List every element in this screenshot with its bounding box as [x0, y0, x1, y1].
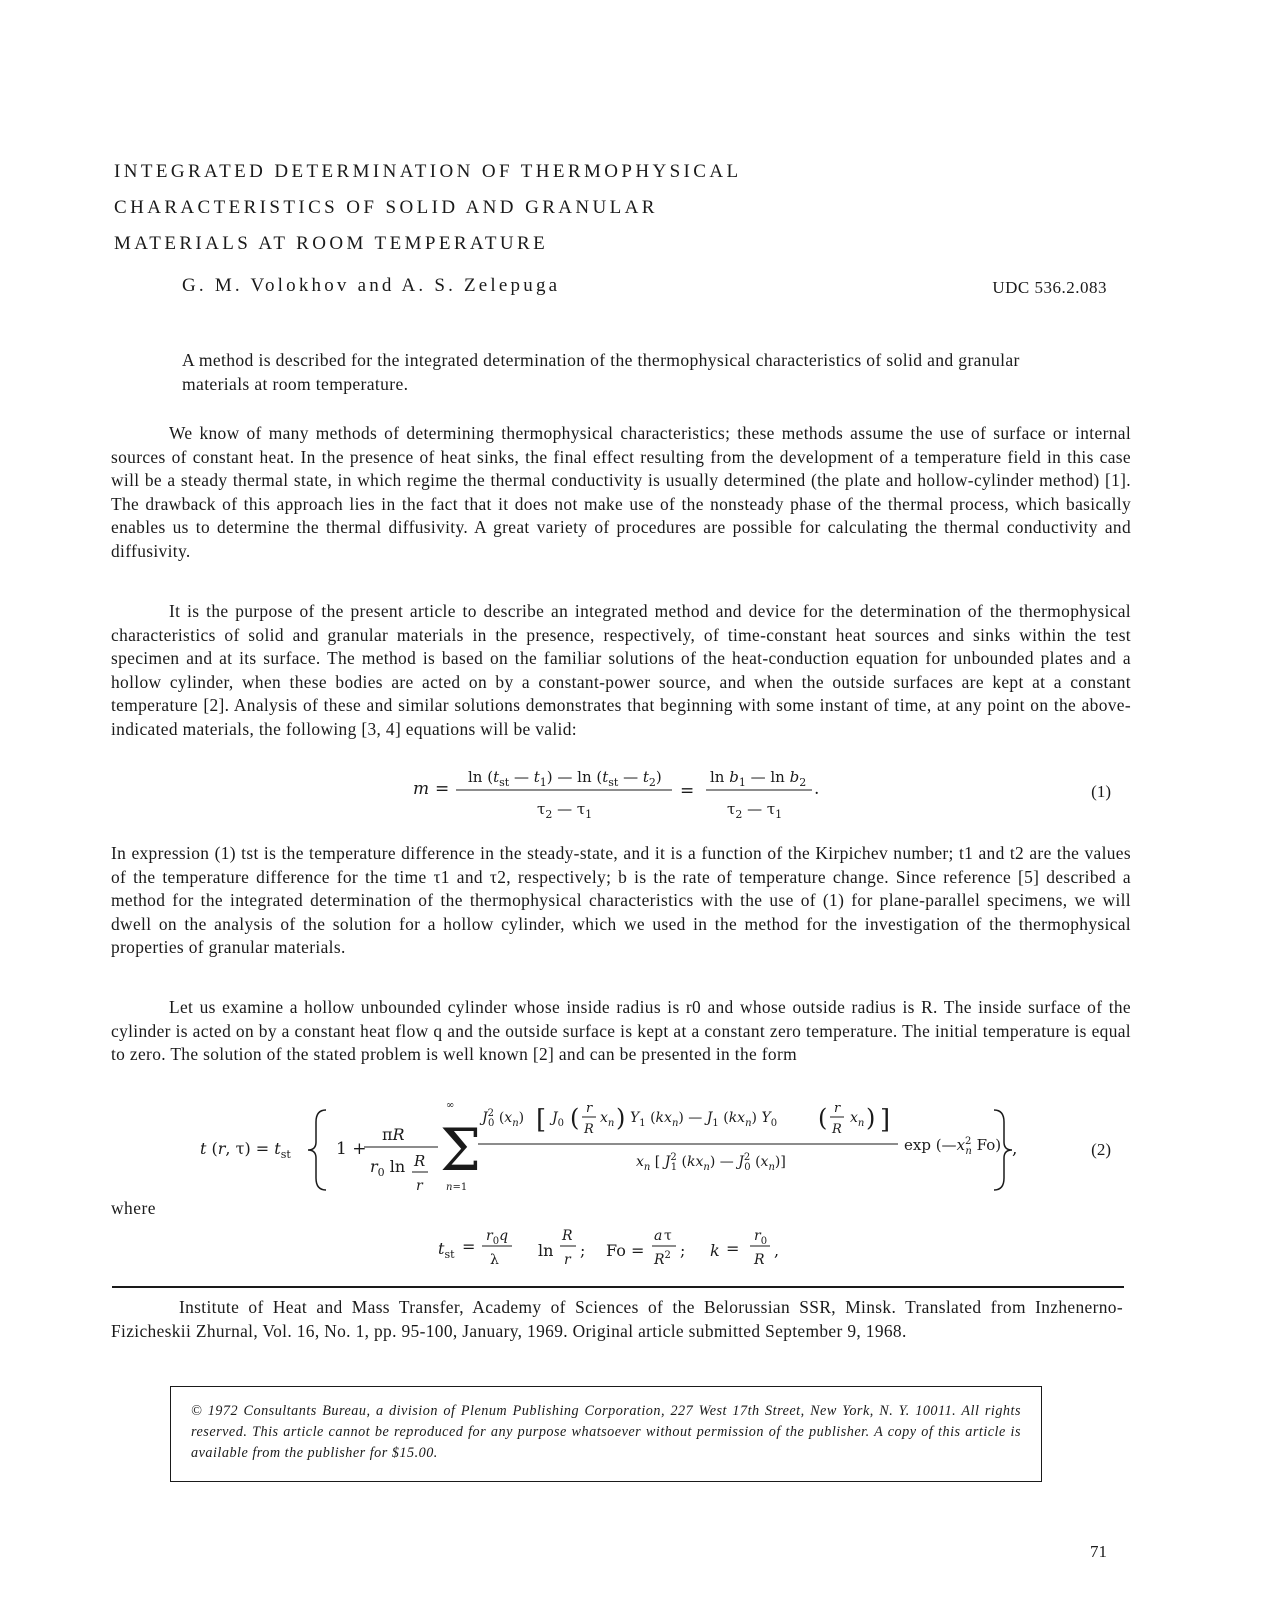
- svg-text:xn [ J21 (kxn) — J20 (xn)]: $x_n$ [ $J^2$ 1 $(kx_n)$ — $J^2$ 0 $(x_n)$]: [636, 1152, 786, 1173]
- svg-text:ln (tst — t1) — ln (tst — t2): $\ln (t_{st}$ — $t_1$) — $\ln (t_{st}$ — $t_2$): [468, 768, 662, 789]
- svg-text:exp (—x2n Fo): $\exp (—x^2$ n Fo): [904, 1136, 1002, 1157]
- footnote-rule: [112, 1286, 1124, 1288]
- paragraph-2: [111, 600, 1131, 742]
- equation-2-graphic: [0, 1090, 1261, 1200]
- equation-1: [0, 752, 1261, 832]
- svg-text:(: (: [818, 1104, 828, 1132]
- affiliation-text: Institute of Heat and Mass Transfer, Academy of Sciences of the Belorussian SSR, Minsk. Translated from Inzhenerno-Fizicheskii Zhurnal, Vol. 16, No. 1, pp. 95-100, January, 1969. Original article submitted September 9, 1968.: [111, 1297, 1123, 1341]
- svg-text:τ2 — τ1: $\tau_2$ — $\tau_1$: [537, 800, 593, 821]
- page-number: 71: [1090, 1542, 1107, 1561]
- svg-text:a: a: [654, 1228, 663, 1244]
- paragraph-1: [111, 422, 1131, 564]
- svg-text:=: =: [726, 1239, 740, 1258]
- svg-text:): ): [866, 1104, 876, 1132]
- affiliation-footnote: [111, 1296, 1123, 1343]
- svg-text:r0: $r_0$: [754, 1228, 768, 1247]
- title-line-1: INTEGRATED DETERMINATION OF THERMOPHYSICAL: [114, 161, 742, 182]
- svg-text:r0 ln: $r_0$ ln: [370, 1157, 406, 1179]
- svg-text:τ2 — τ1: $\tau_2$ — $\tau_1$: [727, 800, 783, 821]
- title-line-2: CHARACTERISTICS OF SOLID AND GRANULAR: [114, 197, 658, 218]
- svg-text:ln: ln: [538, 1241, 554, 1260]
- svg-text:,: ,: [1012, 1139, 1018, 1159]
- paragraph-1-text: We know of many methods of determining thermophysical characteristics; these methods assume the use of surface or internal sources of constant heat. In the presence of heat sinks, the final effect resulting from the development of a temperature field in this case will be a steady thermal state, in which regime the thermal conductivity is usually determined (the plate and hollow-cylinder method) [1]. The drawback of this approach lies in the fact that it does not make use of the nonsteady phase of the thermal process, which basically enables us to determine the thermal diffusivity. A great variety of procedures are possible for calculating the thermal conductivity and diffusivity.: [111, 423, 1131, 561]
- svg-text:J20 (xn): $J^2$ 0 $(x_n)$: [482, 1108, 525, 1129]
- svg-text:k: k: [710, 1241, 720, 1260]
- paragraph-4-text: Let us examine a hollow unbounded cylinder whose inside radius is r0 and whose outside radius is R. The inside surface of the cylinder is acted on by a constant heat flow q and the outside surface is kept at a constant zero temperature. The initial temperature is equal to zero. The solution of the stated problem is well known [2] and can be presented in the form: [111, 997, 1131, 1065]
- svg-text:R: R: [562, 1228, 573, 1244]
- udc-code: UDC 536.2.083: [992, 278, 1107, 297]
- svg-text:J0: $J_0$: [552, 1110, 564, 1129]
- abstract: [182, 348, 1062, 396]
- svg-text:r: r: [586, 1101, 593, 1116]
- svg-text:R: R: [584, 1122, 594, 1137]
- paragraph-2-text: It is the purpose of the present article to describe an integrated method and device for the determination of the thermophysical characteristics of solid and granular materials in the presence, respectively, of time-constant heat sources and sinks within the test specimen and at its surface. The method is based on the familiar solutions of the heat-conduction equation for unbounded plates and a hollow cylinder, when these bodies are acted on by a constant-power source, and when the outside surfaces are kept at a constant temperature [2]. Analysis of these and similar solutions demonstrates that beginning with some instant of time, at any point on the above-indicated materials, the following [3, 4] equations will be valid:: [111, 601, 1131, 739]
- svg-text:λ: λ: [490, 1252, 499, 1268]
- svg-text:r: r: [564, 1252, 571, 1268]
- svg-text:R2: $R^2$: [654, 1250, 671, 1268]
- svg-text:=: =: [435, 779, 450, 799]
- svg-text:r0q: $r_0q$: [486, 1228, 509, 1247]
- equation-1-graphic: [0, 752, 1261, 832]
- paragraph-3-text: In expression (1) tst is the temperature difference in the steady-state, and it is a function of the Kirpichev number; t1 and t2 are the values of the temperature difference for the time τ1 and τ2, respectively; b is the rate of temperature change. Since reference [5] described a method for the integrated determination of the thermophysical characteristics with the use of (1) for plane-parallel specimens, we will dwell on the analysis of the solution for a hollow cylinder, which we used in the method for the investigation of the thermophysical properties of granular materials.: [111, 843, 1131, 958]
- svg-text:R: R: [754, 1252, 765, 1268]
- svg-text:.: .: [814, 779, 820, 799]
- svg-text:[: [: [536, 1105, 547, 1135]
- svg-text:R: R: [832, 1122, 842, 1137]
- equation-2: [0, 1090, 1261, 1200]
- equation-definitions: [0, 1218, 1261, 1278]
- where-label: where: [111, 1198, 156, 1218]
- svg-text:Fo =: Fo =: [606, 1241, 645, 1260]
- svg-text:=: =: [462, 1237, 476, 1256]
- svg-text:xn: $x_n$: [600, 1110, 615, 1129]
- svg-text:(: (: [570, 1104, 580, 1132]
- equation-2-number: (2): [1091, 1140, 1111, 1159]
- svg-text:;: ;: [580, 1241, 586, 1260]
- authors: G. M. Volokhov and A. S. Zelepuga: [182, 275, 561, 296]
- svg-text:t (r, τ) = tst: t (r, $\tau) = t_{st}$: [200, 1139, 291, 1161]
- svg-text:n=1: n=1: [446, 1182, 468, 1193]
- svg-text:,: ,: [774, 1241, 780, 1260]
- svg-text:∞: ∞: [446, 1100, 455, 1111]
- svg-text:r: r: [834, 1101, 841, 1116]
- svg-text:): ): [616, 1104, 626, 1132]
- svg-text:r: r: [416, 1178, 423, 1194]
- equation-1-number: (1): [1091, 782, 1111, 801]
- title-line-3: MATERIALS AT ROOM TEMPERATURE: [114, 233, 549, 254]
- svg-text:ln b1 — ln b2: $\ln b_1$ — $\ln b_2$: [710, 768, 807, 789]
- paragraph-3: [111, 842, 1131, 960]
- svg-text:τ: τ: [664, 1228, 672, 1244]
- paragraph-4: [111, 996, 1131, 1067]
- equation-definitions-graphic: [0, 1218, 1261, 1278]
- copyright-text: © 1972 Consultants Bureau, a division of Plenum Publishing Corporation, 227 West 17th Street, New York, N. Y. 10011. All rights reserved. This article cannot be reproduced for any purpose whatsoever without permission of the publisher. A copy of this article is available from the publisher for $15.00.: [191, 1403, 1021, 1461]
- copyright-box: [170, 1386, 1042, 1482]
- svg-text:R: R: [414, 1152, 426, 1170]
- svg-text:xn: $x_n$: [850, 1110, 865, 1129]
- svg-text:tst: $t_{st}$: [438, 1239, 455, 1261]
- svg-text:]: ]: [880, 1105, 891, 1135]
- svg-text:Y1 (kxn) — J1 (kxn) Y0: $Y_1$ $(kx_n)$ — $J_1$ $(kx_n)$ $Y_0$: [630, 1110, 778, 1129]
- svg-text:1 +: 1 +: [336, 1139, 367, 1159]
- svg-text:Σ: Σ: [440, 1116, 482, 1184]
- svg-text:;: ;: [680, 1241, 686, 1260]
- svg-text:πR: πR: [382, 1125, 405, 1144]
- svg-text:=: =: [680, 781, 695, 801]
- svg-text:m: m: [413, 779, 430, 799]
- article-title: [114, 154, 1014, 262]
- abstract-text: A method is described for the integrated determination of the thermophysical characteristics of solid and granular materials at room temperature.: [182, 350, 1020, 394]
